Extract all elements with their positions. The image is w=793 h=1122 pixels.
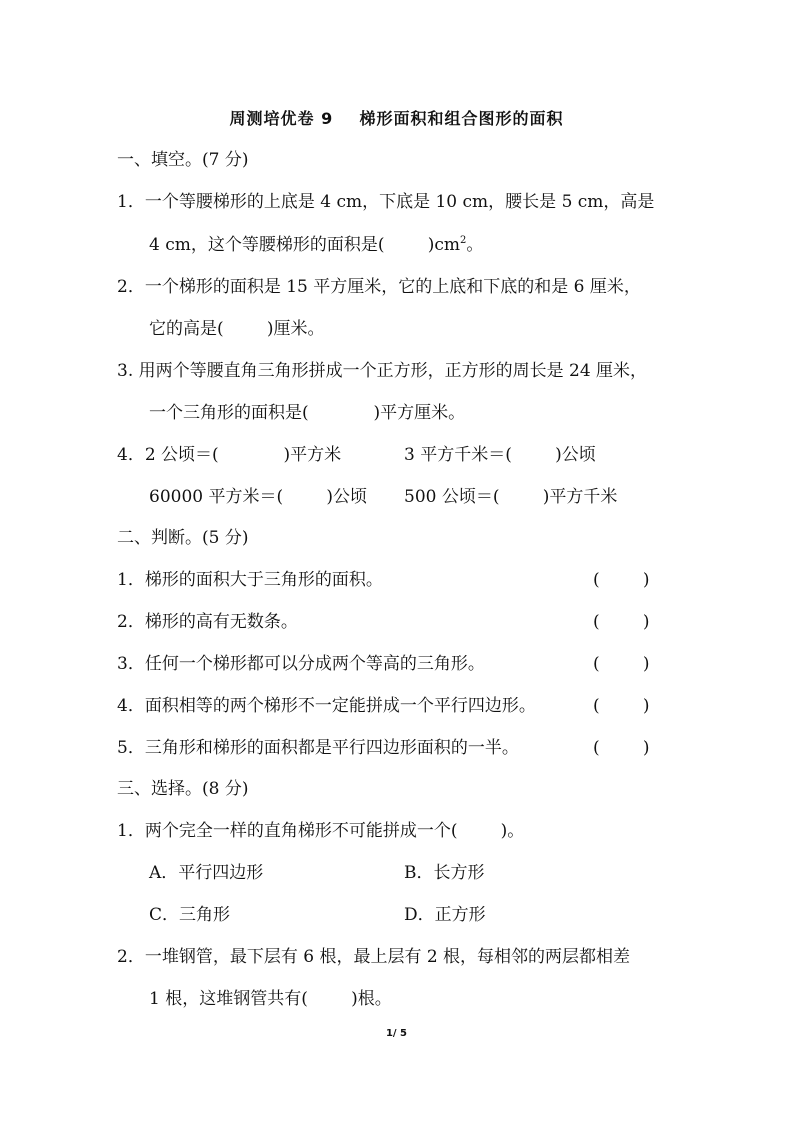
section-heading-true-false: 二、判断。(5 分) [117, 528, 249, 548]
question-1-end: 。 [466, 235, 484, 255]
question-4-part-d: 500 公顷＝( )平方千米 [404, 487, 618, 507]
choice-question-1: 1．两个完全一样的直角梯形不可能拼成一个( )。 [117, 821, 525, 841]
question-4-part-a: 4．2 公顷＝( )平方米 [117, 445, 342, 465]
judge-answer-3: ( ) [593, 654, 650, 674]
section-heading-multiple-choice: 三、选择。(8 分) [117, 779, 249, 799]
choice-option-d: D．正方形 [404, 905, 486, 925]
judge-answer-5: ( ) [593, 738, 650, 758]
question-1-line-1: 1．一个等腰梯形的上底是 4 cm，下底是 10 cm，腰长是 5 cm，高是 [117, 192, 655, 212]
judge-answer-1: ( ) [593, 570, 650, 590]
judge-item-4: 4．面积相等的两个梯形不一定能拼成一个平行四边形。 [117, 696, 536, 716]
question-2-line-1: 2．一个梯形的面积是 15 平方厘米，它的上底和下底的和是 6 厘米， [117, 277, 641, 297]
question-2-line-2: 它的高是( )厘米。 [149, 319, 325, 339]
question-3-line-1: 3. 用两个等腰直角三角形拼成一个正方形，正方形的周长是 24 厘米， [117, 361, 648, 381]
section-heading-fill-blank: 一、填空。(7 分) [117, 150, 249, 170]
question-4-part-b: 3 平方千米＝( )公顷 [404, 445, 596, 465]
choice-option-a: A．平行四边形 [149, 863, 264, 883]
question-3-line-2: 一个三角形的面积是( )平方厘米。 [149, 403, 466, 423]
choice-question-2-line-2: 1 根，这堆钢管共有( )根。 [149, 989, 392, 1009]
choice-question-2-line-1: 2．一堆钢管，最下层有 6 根，最上层有 2 根，每相邻的两层都相差 [117, 947, 631, 967]
judge-item-3: 3．任何一个梯形都可以分成两个等高的三角形。 [117, 654, 485, 674]
question-4-part-c: 60000 平方米＝( )公顷 [149, 487, 367, 507]
judge-answer-2: ( ) [593, 612, 650, 632]
judge-item-1: 1．梯形的面积大于三角形的面积。 [117, 570, 383, 590]
question-1-text: 4 cm，这个等腰梯形的面积是( )cm [149, 235, 460, 255]
superscript-2: 2 [460, 235, 467, 246]
page-number: 1/ 5 [385, 1028, 408, 1039]
judge-item-5: 5．三角形和梯形的面积都是平行四边形面积的一半。 [117, 738, 519, 758]
judge-answer-4: ( ) [593, 696, 650, 716]
choice-option-c: C．三角形 [149, 905, 231, 925]
judge-item-2: 2．梯形的高有无数条。 [117, 612, 298, 632]
page-title: 周测培优卷 9 梯形面积和组合图形的面积 [229, 109, 564, 128]
choice-option-b: B．长方形 [404, 863, 485, 883]
question-1-line-2 [149, 234, 483, 256]
